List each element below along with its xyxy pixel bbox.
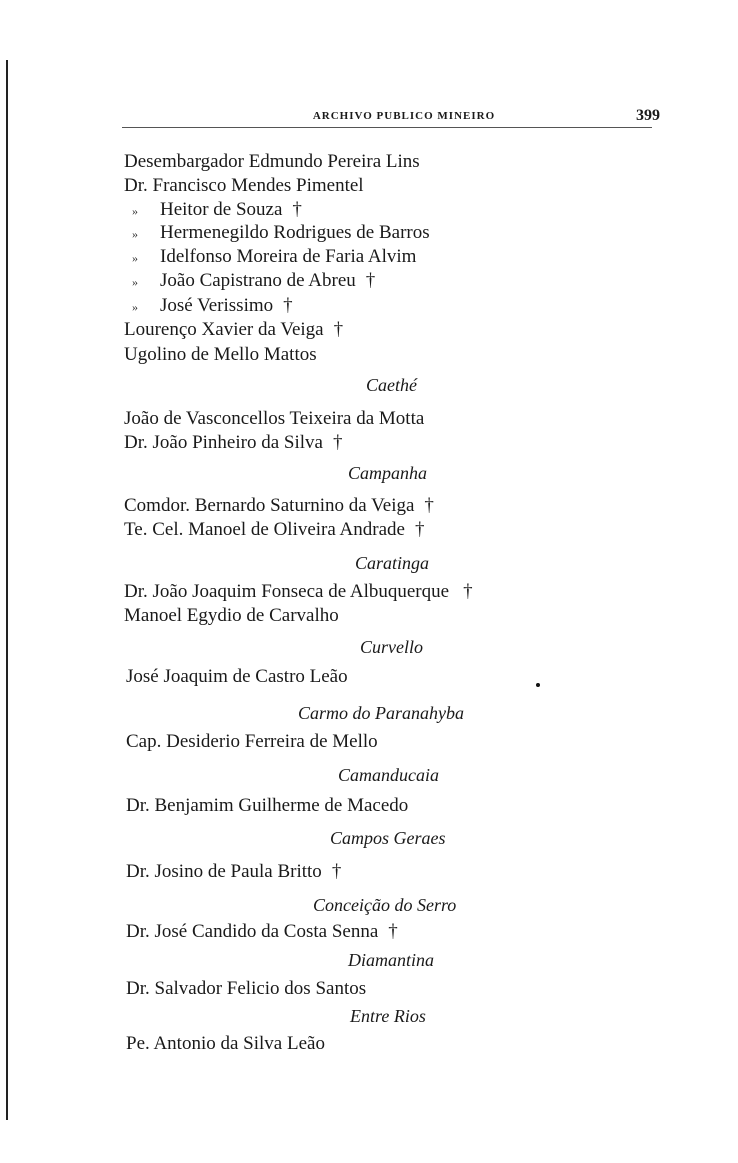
list-item: Dr. João Pinheiro da Silva † bbox=[124, 432, 343, 453]
list-item: Manoel Egydio de Carvalho bbox=[124, 605, 339, 626]
list-item: Dr. Francisco Mendes Pimentel bbox=[124, 175, 364, 196]
list-item: Dr. João Joaquim Fonseca de Albuquerque † bbox=[124, 581, 473, 602]
page-number: 399 bbox=[636, 107, 660, 124]
place-heading: Entre Rios bbox=[350, 1006, 426, 1026]
place-heading: Conceição do Serro bbox=[313, 895, 457, 915]
stray-dot bbox=[536, 683, 540, 687]
list-item: Dr. Josino de Paula Britto † bbox=[126, 861, 342, 882]
list-item: Dr. José Candido da Costa Senna † bbox=[126, 921, 398, 942]
list-item: Lourenço Xavier da Veiga † bbox=[124, 319, 344, 340]
ditto-mark: » bbox=[132, 300, 138, 314]
list-item: » Heitor de Souza † bbox=[132, 198, 302, 223]
dagger-icon: † bbox=[331, 861, 342, 882]
list-item: » Idelfonso Moreira de Faria Alvim bbox=[132, 245, 416, 270]
place-heading: Caratinga bbox=[355, 553, 430, 573]
dagger-icon: † bbox=[424, 495, 434, 516]
list-item: Dr. Salvador Felicio dos Santos bbox=[126, 978, 367, 999]
ditto-mark: » bbox=[132, 251, 138, 265]
list-item: » José Verissimo † bbox=[132, 294, 293, 319]
list-item: Pe. Antonio da Silva Leão bbox=[126, 1033, 325, 1054]
place-heading: Campanha bbox=[348, 463, 428, 483]
place-heading: Camanducaia bbox=[338, 765, 439, 785]
ditto-mark: » bbox=[132, 275, 138, 289]
list-item: » Hermenegildo Rodrigues de Barros bbox=[132, 221, 430, 246]
place-heading: Campos Geraes bbox=[330, 828, 446, 848]
binding-edge bbox=[0, 0, 12, 1163]
page-header bbox=[120, 104, 660, 128]
running-title: ARCHIVO PUBLICO MINEIRO bbox=[312, 110, 496, 122]
dagger-icon: † bbox=[388, 921, 398, 942]
list-item: Desembargador Edmundo Pereira Lins bbox=[124, 151, 420, 172]
ditto-mark: » bbox=[132, 227, 138, 241]
list-item: » João Capistrano de Abreu † bbox=[132, 269, 375, 294]
list-item: Ugolino de Mello Mattos bbox=[124, 344, 317, 365]
list-item: José Joaquim de Castro Leão bbox=[126, 666, 348, 687]
place-heading: Curvello bbox=[360, 637, 423, 657]
list-item: Cap. Desiderio Ferreira de Mello bbox=[126, 731, 378, 752]
place-heading: Diamantina bbox=[348, 950, 435, 970]
dagger-icon: † bbox=[292, 199, 302, 220]
dagger-icon: † bbox=[333, 319, 344, 340]
list-item: Dr. Benjamim Guilherme de Macedo bbox=[126, 795, 409, 816]
dagger-icon: † bbox=[414, 519, 425, 540]
dagger-icon: † bbox=[332, 432, 343, 453]
dagger-icon: † bbox=[365, 270, 376, 291]
ditto-mark: » bbox=[132, 204, 138, 218]
header-rule bbox=[122, 127, 652, 128]
dagger-icon: † bbox=[463, 581, 473, 602]
binding-line bbox=[6, 60, 8, 1120]
list-item: João de Vasconcellos Teixeira da Motta bbox=[124, 408, 425, 429]
dagger-icon: † bbox=[283, 295, 293, 316]
place-heading: Caethé bbox=[366, 375, 417, 395]
list-item: Comdor. Bernardo Saturnino da Veiga † bbox=[124, 495, 434, 516]
place-heading: Carmo do Paranahyba bbox=[298, 703, 464, 723]
list-item: Te. Cel. Manoel de Oliveira Andrade † bbox=[124, 519, 425, 540]
